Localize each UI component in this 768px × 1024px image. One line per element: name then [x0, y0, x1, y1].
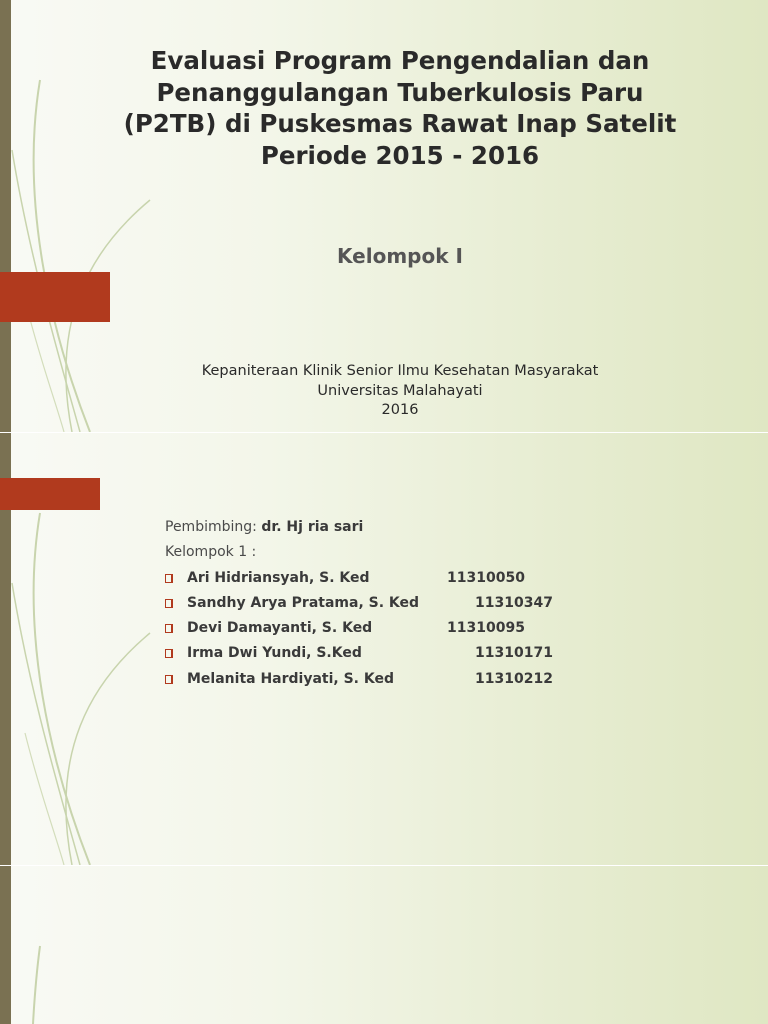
- slide-2: [0, 433, 768, 865]
- red-flag-shape: [0, 478, 100, 510]
- bullet-icon: [165, 649, 173, 658]
- bullet-icon: [165, 624, 173, 633]
- slide-1: [0, 0, 768, 432]
- title-line: Evaluasi Program Pengendalian dan: [150, 46, 650, 75]
- supervisor-line: [165, 515, 685, 540]
- member-name: Ari Hidriansyah, S. Ked: [187, 569, 370, 586]
- member-nim: 11310212: [475, 670, 553, 687]
- red-flag-shape: [0, 272, 110, 322]
- list-item: [165, 591, 685, 616]
- member-nim: 11310171: [475, 645, 553, 662]
- decorative-curves: [0, 866, 160, 1024]
- list-item: [165, 667, 685, 692]
- list-item: [165, 641, 685, 666]
- supervisor-label: Pembimbing:: [165, 519, 262, 535]
- member-name: Sandhy Arya Pratama, S. Ked: [187, 594, 420, 611]
- supervisor-name: dr. Hj ria sari: [261, 519, 364, 535]
- group-label: Kelompok 1 :: [165, 544, 257, 561]
- member-name: Irma Dwi Yundi, S.Ked: [187, 645, 362, 662]
- institution-line: Kepaniteraan Klinik Senior Ilmu Kesehatan Masyarakat: [201, 363, 599, 379]
- title-line: Penanggulangan Tuberkulosis Paru: [156, 77, 644, 107]
- list-item: [165, 616, 685, 641]
- institution-line: Universitas Malahayati: [317, 382, 483, 399]
- list-item: [165, 566, 685, 591]
- institution-line: 2016: [381, 402, 419, 418]
- presentation-title: [80, 45, 720, 171]
- member-nim: 11310347: [475, 594, 553, 611]
- member-nim: 11310050: [447, 569, 525, 586]
- group-subtitle: Kelompok I: [337, 244, 463, 268]
- member-list: [165, 515, 685, 692]
- slide-3: [0, 866, 768, 1024]
- institution-block: [80, 362, 720, 421]
- member-nim: 11310095: [447, 620, 525, 637]
- bullet-icon: [165, 599, 173, 608]
- title-line: (P2TB) di Puskesmas Rawat Inap Satelit: [123, 109, 677, 138]
- bullet-icon: [165, 574, 173, 583]
- title-line: Periode 2015 - 2016: [260, 140, 540, 170]
- member-name: Melanita Hardiyati, S. Ked: [187, 670, 394, 687]
- member-name: Devi Damayanti, S. Ked: [187, 620, 373, 637]
- bullet-icon: [165, 675, 173, 684]
